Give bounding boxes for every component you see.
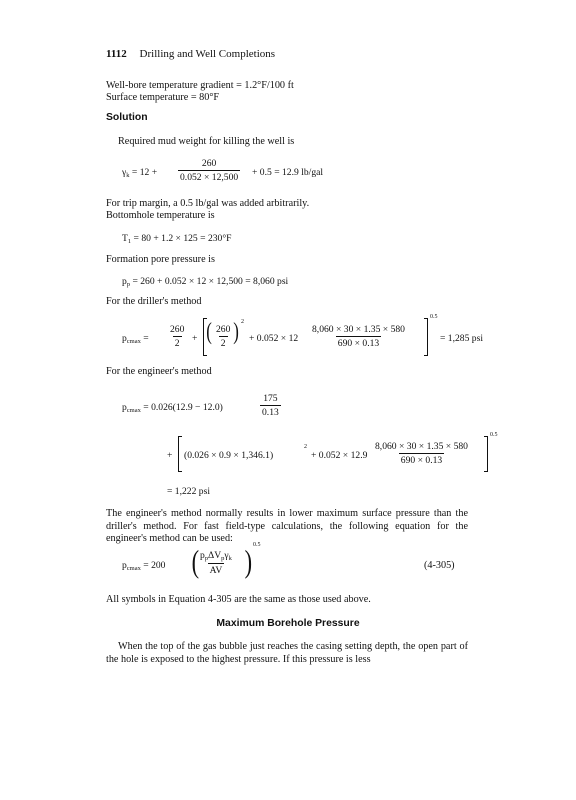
eq-4305-den: AV [209, 565, 223, 576]
eq-en-result: = 1,222 psi [167, 486, 210, 497]
eq-4305-num [198, 550, 234, 563]
eq-mud-lhs: γ [122, 167, 127, 178]
eq-en-lhs: p [122, 402, 127, 413]
left-paren: ( [206, 319, 212, 345]
eq-4305-num-sub3: k [228, 555, 232, 562]
eq-4305-num-sub2: p [221, 555, 225, 562]
right-paren: ) [233, 319, 239, 345]
right-bracket-2 [484, 436, 488, 472]
equation-temperature [122, 233, 232, 245]
trip-margin-text: For trip margin, a 0.5 lb/gal was added arbitrarily. [106, 198, 310, 209]
eq-4305-fraction [198, 550, 234, 576]
eq-en-frac1 [260, 393, 281, 418]
eq-mud-fraction [178, 158, 240, 183]
eq-en-plus: + [167, 450, 173, 461]
equation-pore-pressure [122, 276, 288, 288]
eq-dr-mid: + 0.052 × 12 [249, 333, 299, 344]
left-bracket-2 [178, 436, 182, 472]
eq-mud-den: 0.052 × 12,500 [180, 172, 239, 183]
right-paren-4305: ) [244, 543, 253, 579]
eq-4305-num-dv: ΔV [208, 550, 222, 561]
eq-en-line2: (0.026 × 0.9 × 1,346.1) [184, 450, 274, 461]
page-number: 1112 [106, 48, 127, 60]
left-paren-4305: ( [191, 543, 200, 579]
engineers-text: For the engineer's method [106, 366, 212, 377]
eq-dr-frac1 [168, 324, 186, 349]
eq-dr-frac2 [214, 324, 232, 349]
eq-en-f2-num: 8,060 × 30 × 1.35 × 580 [375, 441, 468, 452]
eq-dr-f1-num: 260 [170, 324, 185, 335]
solution-heading: Solution [106, 112, 148, 123]
eq-dr-lhs: p [122, 333, 127, 344]
eq-en-f1-den: 0.13 [262, 407, 279, 418]
eq-pore-lhs: p [122, 276, 127, 287]
eq-dr-f3-den: 690 × 0.13 [337, 338, 380, 349]
eq-dr-frac3 [310, 324, 407, 349]
page-header [106, 48, 275, 60]
eq-en-f2-den: 690 × 0.13 [400, 455, 443, 466]
section-heading: Maximum Borehole Pressure [216, 618, 360, 629]
eq-dr-lhs-sub: cmax [126, 338, 141, 345]
eq-temp-lhs: T [122, 233, 128, 244]
eq-4305-lhs: p [122, 560, 127, 571]
eq-dr-exp: 0.5 [430, 314, 438, 320]
eq-dr-f2-num: 260 [216, 324, 231, 335]
eq-mud-eq: = 12 + [131, 167, 158, 178]
eq-mud-num: 260 [201, 158, 217, 169]
eq-4305-exp: 0.5 [253, 542, 261, 548]
eq-en-line1: = 0.026(12.9 − 12.0) [143, 402, 223, 413]
eq-4305-num-sub1: p [204, 555, 209, 562]
eq-en-f1-num: 175 [263, 393, 278, 404]
eq-en-lhs-sub: cmax [126, 407, 141, 414]
eq-en-line2b: + 0.052 × 12.9 [311, 450, 368, 461]
eq-dr-f3-num: 8,060 × 30 × 1.35 × 580 [312, 324, 405, 335]
given-line-1: Well-bore temperature gradient = 1.2°F/100 ft [106, 80, 294, 91]
eq-en-sq: 2 [304, 444, 307, 450]
given-line-2: Surface temperature = 80°F [106, 92, 220, 103]
borehole-paragraph: When the top of the gas bubble just reaches the casing setting depth, the open part of the hole is exposed to the highest pressure. If this pressure is less [106, 641, 468, 665]
eq-4305-num-p: p [200, 550, 205, 561]
eq-en-frac2 [373, 441, 470, 466]
mud-weight-intro: Required mud weight for killing the well is [118, 136, 295, 147]
bottomhole-text: Bottomhole temperature is [106, 210, 215, 221]
eq-mud-lhs-sub: k [126, 172, 130, 179]
drillers-text: For the driller's method [106, 296, 202, 307]
eq-4305-num-gamma: γ [224, 550, 229, 561]
pore-text: Formation pore pressure is [106, 254, 215, 265]
symbols-text: All symbols in Equation 4-305 are the same as those used above. [106, 594, 371, 605]
eq-4305-lhs-sub: cmax [126, 565, 141, 572]
running-title: Drilling and Well Completions [139, 48, 276, 60]
eq-dr-plus: + [192, 333, 198, 344]
eq-pore-rhs: = 260 + 0.052 × 12 × 12,500 = 8,060 psi [132, 276, 289, 287]
eq-en-exp: 0.5 [490, 432, 498, 438]
engineers-paragraph: The engineer's method normally results in lower maximum surface pressure than the driller's method. For fast field-type calculations, the following equation for the engineer's method can be used: [106, 508, 468, 544]
eq-pore-lhs-sub: p [126, 281, 131, 288]
eq-mud-rest: + 0.5 = 12.9 lb/gal [252, 167, 324, 178]
eq-dr-f2-den: 2 [220, 338, 226, 349]
eq-dr-eq: = [143, 333, 149, 344]
eq-4305-eq: = 200 [143, 560, 166, 571]
eq-dr-result: = 1,285 psi [440, 333, 483, 344]
right-bracket [424, 318, 428, 356]
eq-dr-sq: 2 [241, 319, 244, 325]
eq-temp-lhs-sub: 1 [127, 238, 132, 245]
eq-dr-f1-den: 2 [174, 338, 180, 349]
eq-temp-rhs: = 80 + 1.2 × 125 = 230°F [133, 233, 232, 244]
eq-4305-number: (4-305) [424, 560, 455, 571]
